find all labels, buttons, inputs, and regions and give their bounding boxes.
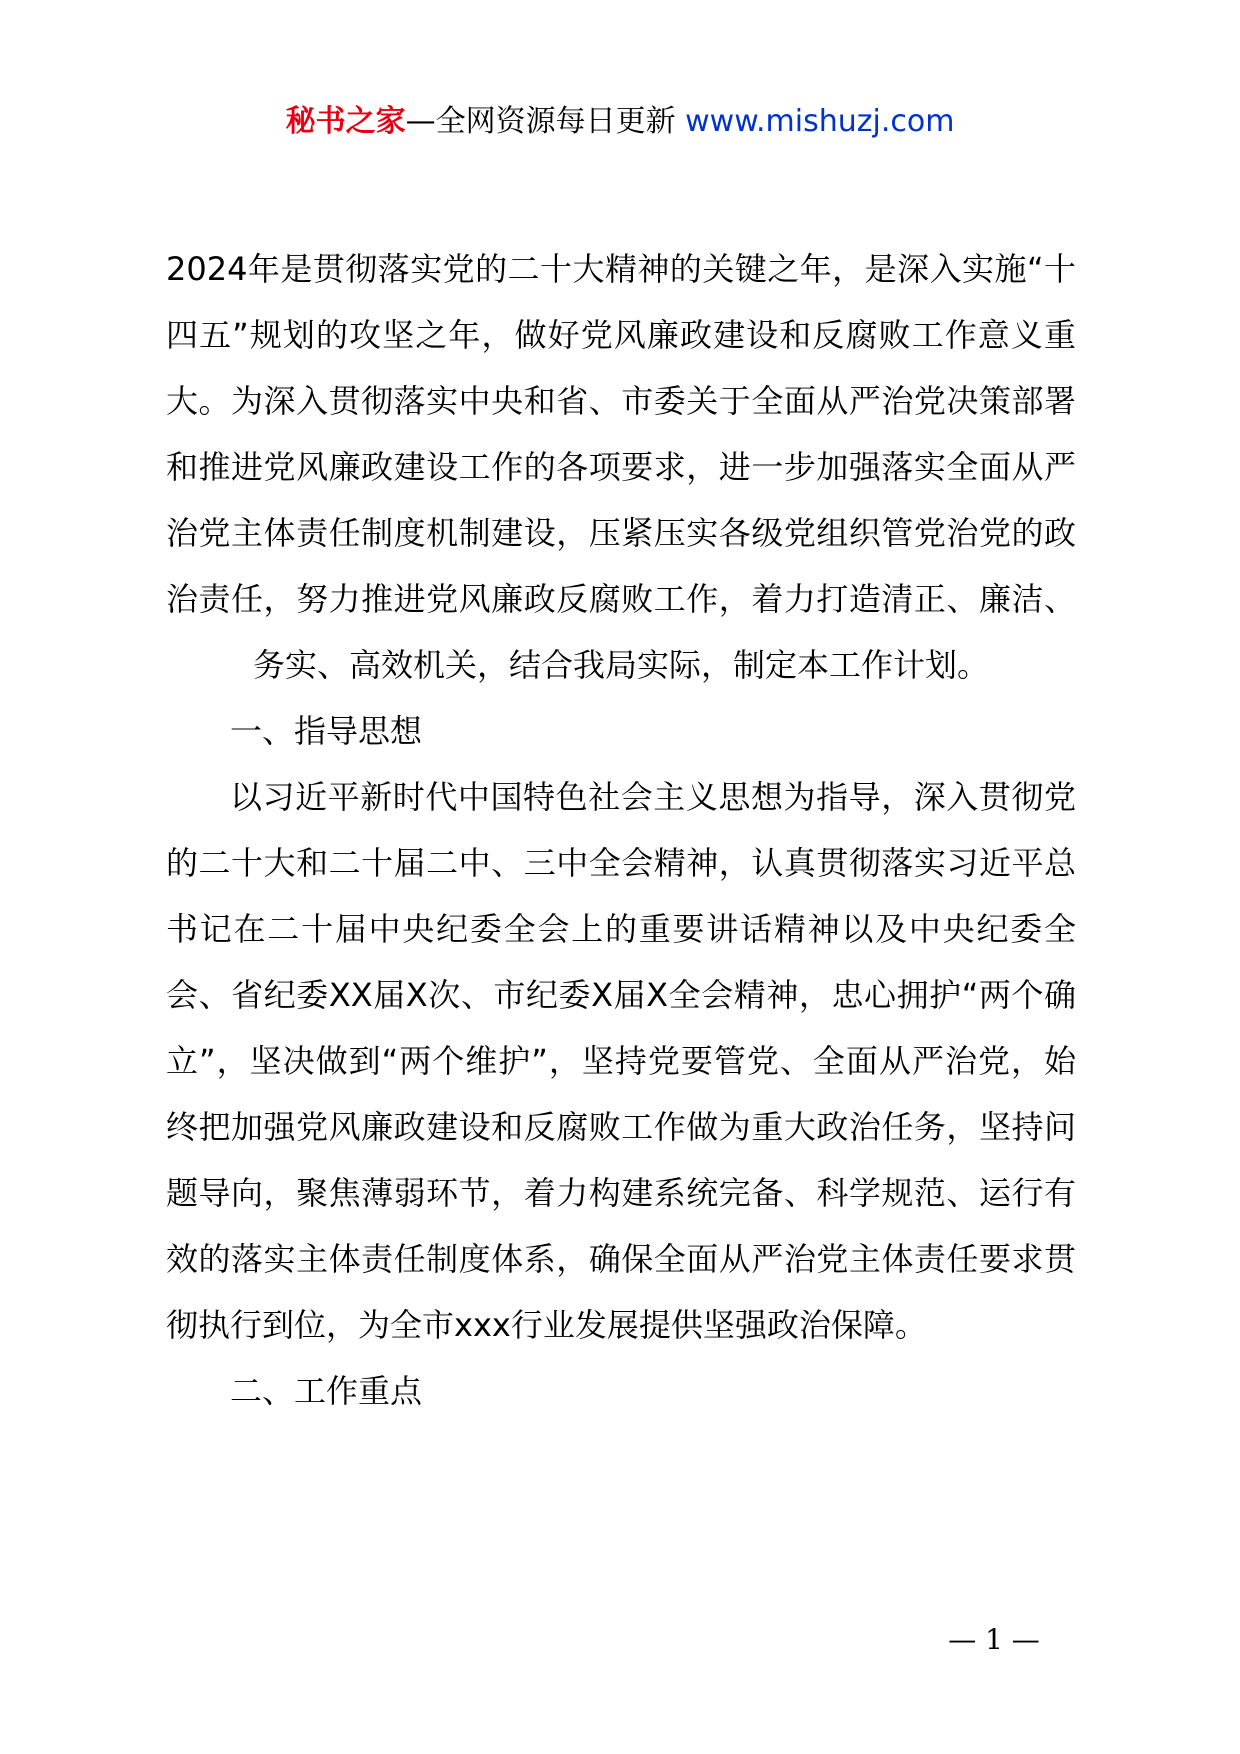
- intro-paragraph: 2024年是贯彻落实党的二十大精神的关键之年，是深入实施“十四五”规划的攻坚之年，做好党风廉政建设和反腐败工作意义重大。为深入贯彻落实中央和省、市委关于全面从严治党决策部署和推进党风廉政建设工作的各项要求，进一步加强落实全面从严治党主体责任制度机制建设，压紧压实各级党组织管党治党的政治责任，努力推进党风廉政反腐败工作，着力打造清正、廉洁、务实、高效机关，结合我局实际，制定本工作计划。: [166, 250, 1076, 684]
- site-url-link[interactable]: www.mishuzj.com: [685, 104, 955, 139]
- section-heading-guiding-ideology: 一、指导思想: [230, 712, 423, 750]
- banner-slogan: —全网资源每日更新: [405, 104, 676, 139]
- site-banner: [0, 102, 1240, 142]
- brand-name: 秘书之家: [285, 104, 406, 139]
- guiding-ideology-paragraph: 以习近平新时代中国特色社会主义思想为指导，深入贯彻党的二十大和二十届二中、三中全会精神，认真贯彻落实习近平总书记在二十届中央纪委全会上的重要讲话精神以及中央纪委全会、省纪委XX届X次、市纪委X届X全会精神，忠心拥护“两个确立”，坚决做到“两个维护”，坚持党要管党、全面从严治党，始终把加强党风廉政建设和反腐败工作做为重大政治任务，坚持问题导向，聚焦薄弱环节，着力构建系统完备、科学规范、运行有效的落实主体责任制度体系，确保全面从严治党主体责任要求贯彻执行到位，为全市xxx行业发展提供坚强政治保障。: [166, 778, 1076, 1344]
- document-body: [166, 236, 1076, 1424]
- page-number: — 1 —: [948, 1623, 1040, 1656]
- section-heading-work-focus: 二、工作重点: [230, 1372, 423, 1410]
